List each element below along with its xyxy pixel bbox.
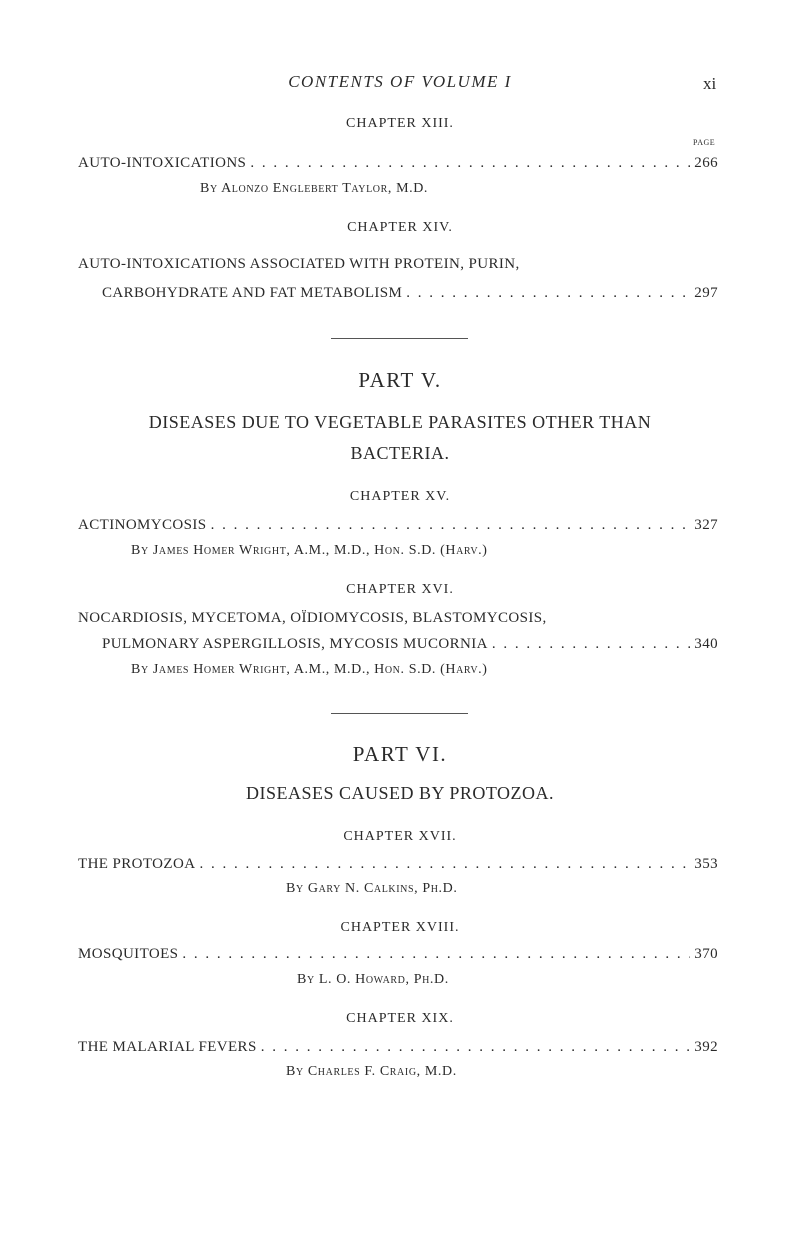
chapter-15-entry <box>78 517 718 534</box>
page-folio: xi <box>703 74 717 93</box>
chapter-17-entry <box>78 856 718 873</box>
part-5-heading: PART V. <box>358 368 442 392</box>
leader-dots <box>488 636 690 653</box>
part-5-subject-line1: DISEASES DUE TO VEGETABLE PARASITES OTHER THAN <box>148 412 652 432</box>
chapter-15-page: 327 <box>694 517 718 533</box>
chapter-16-page: 340 <box>694 636 718 652</box>
leader-dots <box>246 155 690 172</box>
chapter-19-heading: CHAPTER XIX. <box>346 1011 454 1026</box>
chapter-14-entry <box>102 285 718 302</box>
chapter-14-title-line2: CARBOHYDRATE AND FAT METABOLISM <box>102 285 403 301</box>
leader-dots <box>257 1039 691 1056</box>
chapter-14-heading: CHAPTER XIV. <box>347 220 453 235</box>
chapter-18-title: MOSQUITOES <box>78 946 179 962</box>
chapter-17-heading: CHAPTER XVII. <box>343 829 457 844</box>
chapter-18-page: 370 <box>694 946 718 962</box>
chapter-18-author: By L. O. Howard, Ph.D. <box>297 972 449 987</box>
chapter-19-title: THE MALARIAL FEVERS <box>78 1039 257 1055</box>
chapter-16-heading: CHAPTER XVI. <box>346 582 454 597</box>
chapter-16-entry <box>102 636 718 653</box>
leader-dots <box>207 517 691 534</box>
running-head: CONTENTS OF VOLUME I <box>288 72 512 91</box>
chapter-15-heading: CHAPTER XV. <box>349 489 451 504</box>
chapter-15-title: ACTINOMYCOSIS <box>78 517 207 533</box>
section-divider <box>331 338 468 339</box>
leader-dots <box>178 946 690 963</box>
part-6-heading: PART VI. <box>352 742 448 766</box>
part-6-subject: DISEASES CAUSED BY PROTOZOA. <box>245 783 555 803</box>
chapter-16-title-line2: PULMONARY ASPERGILLOSIS, MYCOSIS MUCORNIA <box>102 636 488 652</box>
chapter-17-author: By Gary N. Calkins, Ph.D. <box>286 881 458 896</box>
page-column-label: PAGE <box>693 138 716 147</box>
leader-dots <box>195 856 690 873</box>
chapter-13-author: By Alonzo Englebert Taylor, M.D. <box>200 181 429 196</box>
chapter-17-page: 353 <box>694 856 718 872</box>
part-5-subject-line2: BACTERIA. <box>350 443 450 463</box>
chapter-13-page: 266 <box>694 155 718 171</box>
section-divider <box>331 713 468 714</box>
chapter-13-heading: CHAPTER XIII. <box>346 116 454 131</box>
chapter-18-entry <box>78 946 718 963</box>
chapter-19-entry <box>78 1039 718 1056</box>
chapter-14-page: 297 <box>694 285 718 301</box>
chapter-13-entry <box>78 155 718 172</box>
chapter-16-author: By James Homer Wright, A.M., M.D., Hon. S.D. (Harv.) <box>131 662 488 677</box>
chapter-13-title: AUTO-INTOXICATIONS <box>78 155 247 171</box>
chapter-18-heading: CHAPTER XVIII. <box>340 920 460 935</box>
chapter-17-title: THE PROTOZOA <box>78 856 196 872</box>
chapter-19-page: 392 <box>694 1039 718 1055</box>
chapter-15-author: By James Homer Wright, A.M., M.D., Hon. S.D. (Harv.) <box>131 543 488 558</box>
chapter-19-author: By Charles F. Craig, M.D. <box>286 1064 457 1079</box>
chapter-16-title-line1: NOCARDIOSIS, MYCETOMA, OÏDIOMYCOSIS, BLASTOMYCOSIS, <box>78 610 547 626</box>
leader-dots <box>402 285 690 302</box>
chapter-14-title-line1: AUTO-INTOXICATIONS ASSOCIATED WITH PROTEIN, PURIN, <box>78 256 520 272</box>
